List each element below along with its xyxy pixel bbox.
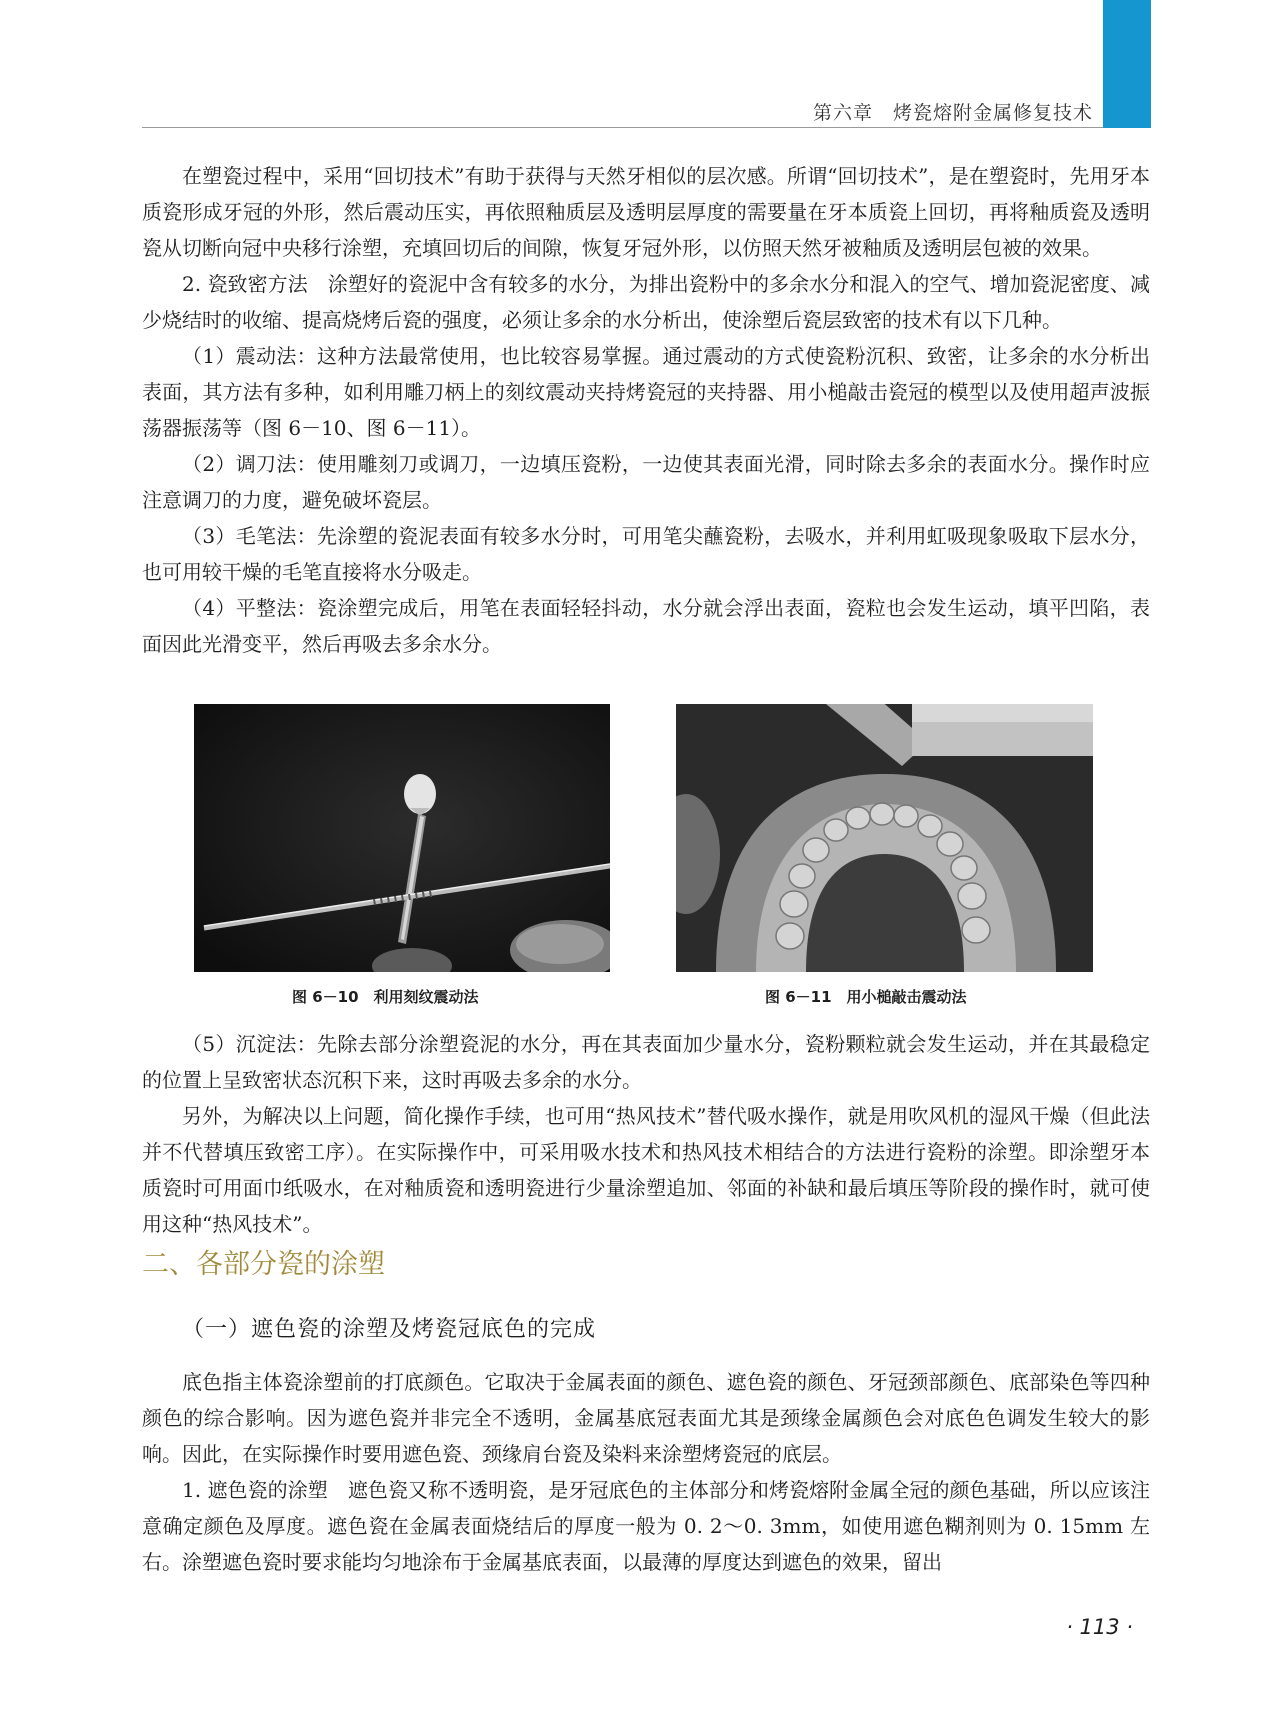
header-rule	[142, 127, 1103, 128]
body-text-top	[142, 158, 1150, 662]
body-text-middle	[142, 1026, 1150, 1242]
section-heading: 二、各部分瓷的涂塑	[142, 1249, 385, 1280]
paragraph: （4）平整法：瓷涂塑完成后，用笔在表面轻轻抖动，水分就会浮出表面，瓷粒也会发生运动，填平凹陷，表面因此光滑变平，然后再吸去多余水分。	[142, 596, 1150, 656]
paragraph: 另外，为解决以上问题，简化操作手续，也可用“热风技术”替代吸水操作，就是用吹风机的湿风干燥（但此法并不代替填压致密工序）。在实际操作中，可采用吸水技术和热风技术相结合的方法进行瓷粉的涂塑。即涂塑牙本质瓷时可用面巾纸吸水，在对釉质瓷和透明瓷进行少量涂塑追加、邻面的补缺和最后填压等阶段的操作时，就可使用这种“热风技术”。	[142, 1104, 1150, 1236]
figure-6-11-photo	[676, 704, 1093, 972]
chapter-tab	[1103, 0, 1151, 128]
paragraph: 底色指主体瓷涂塑前的打底颜色。它取决于金属表面的颜色、遮色瓷的颜色、牙冠颈部颜色、底部染色等四种颜色的综合影响。因为遮色瓷并非完全不透明，金属基底冠表面尤其是颈缘金属颜色会对底色色调发生较大的影响。因此，在实际操作时要用遮色瓷、颈缘肩台瓷及染料来涂塑烤瓷冠的底层。	[142, 1370, 1150, 1466]
figure-6-10-photo	[194, 704, 610, 972]
figure-caption: 图 6－11 用小槌敲击震动法	[765, 988, 967, 1006]
paragraph: （1）震动法：这种方法最常使用，也比较容易掌握。通过震动的方式使瓷粉沉积、致密，让多余的水分析出表面，其方法有多种，如利用雕刀柄上的刻纹震动夹持烤瓷冠的夹持器、用小槌敲击瓷冠的模型以及使用超声波振荡器振荡等（图 6－10、图 6－11）。	[142, 344, 1150, 440]
body-text-bottom	[142, 1364, 1150, 1580]
paragraph: 1. 遮色瓷的涂塑 遮色瓷又称不透明瓷，是牙冠底色的主体部分和烤瓷熔附金属全冠的颜色基础，所以应该注意确定颜色及厚度。遮色瓷在金属表面烧结后的厚度一般为 0. 2～0. 3mm，如使用遮色糊剂则为 0. 15mm 左右。涂塑遮色瓷时要求能均匀地涂布于金属基底表面，以最薄的厚度达到遮色的效果，留出	[142, 1478, 1150, 1574]
paragraph: （2）调刀法：使用雕刻刀或调刀，一边填压瓷粉，一边使其表面光滑，同时除去多余的表面水分。操作时应注意调刀的力度，避免破坏瓷层。	[142, 452, 1150, 512]
paragraph: （3）毛笔法：先涂塑的瓷泥表面有较多水分时，可用笔尖蘸瓷粉，去吸水，并利用虹吸现象吸取下层水分，也可用较干燥的毛笔直接将水分吸走。	[142, 524, 1150, 584]
running-header: 第六章 烤瓷熔附金属修复技术	[812, 102, 1093, 124]
paragraph: 在塑瓷过程中，采用“回切技术”有助于获得与天然牙相似的层次感。所谓“回切技术”，是在塑瓷时，先用牙本质瓷形成牙冠的外形，然后震动压实，再依照釉质层及透明层厚度的需要量在牙本质瓷上回切，再将釉质瓷及透明瓷从切断向冠中央移行涂塑，充填回切后的间隙，恢复牙冠外形，以仿照天然牙被釉质及透明层包被的效果。	[142, 164, 1150, 260]
paragraph: 2. 瓷致密方法 涂塑好的瓷泥中含有较多的水分，为排出瓷粉中的多余水分和混入的空气、增加瓷泥密度、减少烧结时的收缩、提高烧烤后瓷的强度，必须让多余的水分析出，使涂塑后瓷层致密的技术有以下几种。	[142, 272, 1150, 332]
subsection-heading: （一）遮色瓷的涂塑及烤瓷冠底色的完成	[182, 1317, 597, 1342]
page-number: · 113 ·	[1066, 1615, 1133, 1639]
paragraph: （5）沉淀法：先除去部分涂塑瓷泥的水分，再在其表面加少量水分，瓷粉颗粒就会发生运动，并在其最稳定的位置上呈致密状态沉积下来，这时再吸去多余的水分。	[142, 1032, 1150, 1092]
figure-caption: 图 6－10 利用刻纹震动法	[292, 988, 479, 1006]
